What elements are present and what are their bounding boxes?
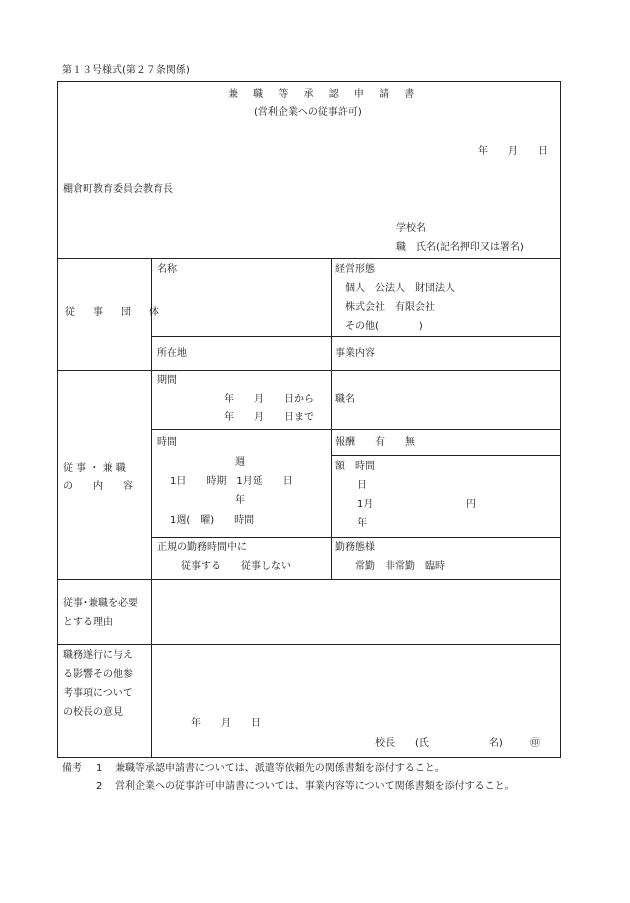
note-text: 営利企業への従事許可申請書については、事業内容等について関係書類を添付すること。: [115, 781, 515, 792]
time-week-day: 1週( 曜) 時間: [170, 515, 255, 526]
regular-hours-options: 従事する 従事しない: [181, 561, 291, 572]
amount-year: 年: [357, 518, 367, 529]
job-title-label: 職名: [335, 394, 355, 405]
principal-label: る影響その他参: [63, 669, 133, 680]
regular-hours-label: 正規の勤務時間中に: [157, 542, 247, 553]
note-number: 2: [96, 781, 103, 792]
reason-label: 従事･兼職を必要: [63, 598, 138, 609]
business-type-label: 経営形態: [335, 264, 375, 275]
amount-month: 1月: [357, 499, 374, 510]
business-type-option: その他( ): [345, 321, 423, 332]
amount-yen: 円: [466, 499, 476, 510]
divider-amount-top: [331, 455, 561, 456]
remuneration-label: 報酬 有 無: [335, 437, 415, 448]
period-label: 期間: [157, 375, 177, 386]
divider-time-top: [151, 429, 561, 430]
principal-label: の校長の意見: [63, 707, 123, 718]
note-text: 兼職等承認申請書については、派遣等依頼先の関係書類を添付すること。: [115, 763, 445, 774]
amount-day: 日: [357, 480, 367, 491]
principal-label: 考事項について: [63, 688, 133, 699]
business-content-label: 事業内容: [335, 348, 375, 359]
duty-section-label: 従 事 ・ 兼 職: [63, 463, 126, 474]
divider-reason-top: [57, 579, 561, 580]
time-day: 1日 時期 1月延 日: [170, 476, 293, 487]
divider-org-top: [57, 258, 561, 259]
note-number: 1: [96, 763, 103, 774]
principal-date: 年 月 日: [191, 718, 261, 729]
addressee: 棚倉町教育委員会教育長: [63, 184, 173, 195]
column-divider-left: [151, 258, 152, 758]
divider-duty-top: [57, 370, 561, 371]
seal-mark: ㊞: [530, 738, 540, 749]
period-from: 年 月 日から: [224, 394, 314, 405]
principal-signature: 校長 (氏 名): [375, 738, 503, 749]
form-subtitle: (営利企業への従事許可): [254, 107, 362, 118]
business-type-option: 個人 公法人 財団法人: [345, 283, 455, 294]
location-label: 所在地: [157, 348, 187, 359]
school-name-label: 学校名: [396, 223, 426, 234]
duty-section-label: の 内 容: [63, 481, 133, 492]
period-to: 年 月 日まで: [224, 412, 314, 423]
divider-principal-top: [57, 644, 561, 645]
principal-label: 職務遂行に与え: [63, 650, 133, 661]
work-style-options: 常勤 非常勤 臨時: [355, 561, 445, 572]
form-title: 兼 職 等 承 認 申 請 書: [228, 89, 421, 100]
date-line: 年 月 日: [478, 146, 548, 157]
applicant-name-label: 職 氏名(記名押印又は署名): [396, 242, 524, 253]
reason-label: とする理由: [63, 617, 113, 628]
notes-prefix: 備考: [62, 763, 82, 774]
time-label: 時間: [157, 437, 177, 448]
time-week: 週: [235, 457, 245, 468]
business-type-option: 株式会社 有限会社: [345, 302, 435, 313]
divider-org-middle: [151, 336, 561, 337]
form-number: 第１３号様式(第２７条関係): [62, 65, 190, 76]
time-year: 年: [235, 495, 245, 506]
org-section-label: 従 事 団 体: [65, 307, 163, 318]
column-divider-right: [331, 258, 332, 579]
divider-regular-top: [151, 537, 561, 538]
work-style-label: 勤務態様: [335, 542, 375, 553]
amount-label: 額 時間: [335, 461, 375, 472]
org-name-label: 名称: [157, 264, 177, 275]
